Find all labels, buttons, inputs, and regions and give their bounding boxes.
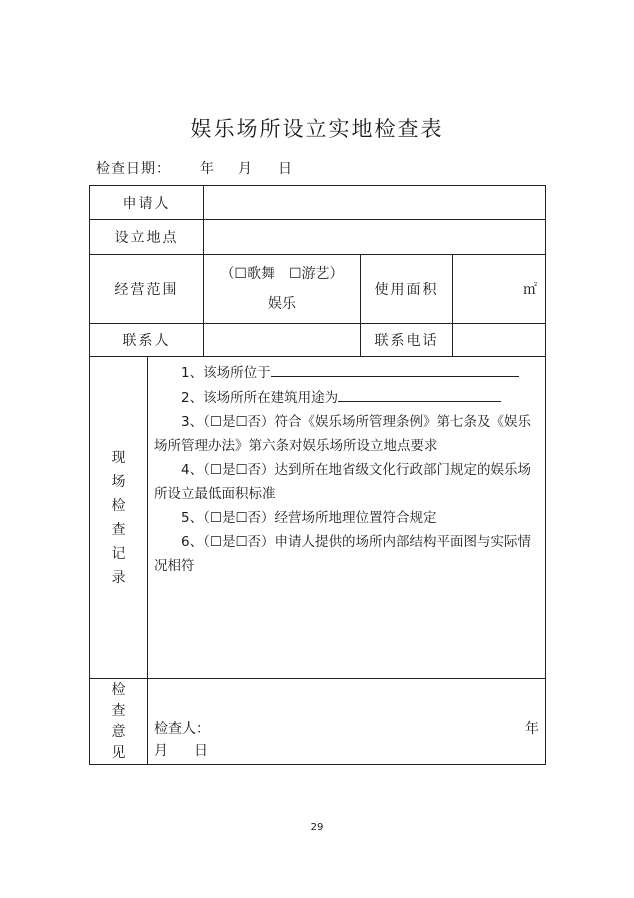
applicant-row — [90, 186, 546, 220]
scope-options[interactable]: （☐歌舞 ☐游艺） — [220, 266, 344, 282]
inspection-form-table — [89, 185, 546, 765]
inspection-date-label: 检查日期： — [96, 161, 171, 177]
record-item-6: 6、（☐是☐否）申请人提供的场所内部结构平面图与实际情况相符 — [154, 534, 532, 574]
page-number: 29 — [310, 822, 324, 833]
area-unit: ㎡ — [523, 282, 538, 298]
record-row — [90, 357, 546, 679]
record-item-1: 1、该场所位于 — [154, 360, 539, 385]
contact-row — [90, 324, 546, 357]
opinion-label: 检 查 意 见 — [90, 679, 148, 765]
phone-field[interactable] — [453, 324, 546, 357]
form-title: 娱乐场所设立实地检查表 — [190, 117, 444, 141]
applicant-label: 申请人 — [90, 186, 204, 220]
location-field[interactable] — [204, 220, 546, 255]
opinion-content[interactable] — [148, 679, 546, 765]
location-blank[interactable] — [271, 360, 519, 377]
opinion-year-label: 年 — [525, 721, 540, 737]
applicant-field[interactable] — [204, 186, 546, 220]
opinion-row — [90, 679, 546, 765]
record-item-4: 4、（☐是☐否）达到所在地省级文化行政部门规定的娱乐场所设立最低面积标准 — [154, 462, 532, 502]
location-row — [90, 220, 546, 255]
contact-field[interactable] — [204, 324, 361, 357]
inspector-label: 检查人： — [154, 721, 210, 737]
phone-label: 联系电话 — [361, 324, 453, 357]
date-month-label: 月 — [238, 161, 252, 177]
contact-label: 联系人 — [90, 324, 204, 357]
location-label: 设立地点 — [90, 220, 204, 255]
area-field[interactable] — [453, 255, 546, 324]
record-item-3: 3、（☐是☐否）符合《娱乐场所管理条例》第七条及《娱乐场所管理办法》第六条对娱乐场所设立地点要求 — [154, 414, 532, 454]
area-label: 使用面积 — [361, 255, 453, 324]
scope-category: 娱乐 — [268, 296, 296, 312]
inspection-date-line — [96, 158, 292, 178]
scope-options-cell — [204, 255, 361, 324]
date-year-label: 年 — [200, 161, 214, 177]
record-content — [148, 357, 546, 679]
record-label: 现 场 检 查 记 录 — [90, 357, 148, 679]
record-item-2: 2、该场所所在建筑用途为 — [154, 385, 539, 410]
record-item-5: 5、（☐是☐否）经营场所地理位置符合规定 — [181, 510, 437, 526]
opinion-month-label: 月 — [154, 743, 168, 759]
scope-row — [90, 255, 546, 324]
building-use-blank[interactable] — [338, 385, 501, 402]
scope-label: 经营范围 — [90, 255, 204, 324]
date-day-label: 日 — [278, 161, 292, 177]
opinion-day-label: 日 — [194, 743, 208, 759]
